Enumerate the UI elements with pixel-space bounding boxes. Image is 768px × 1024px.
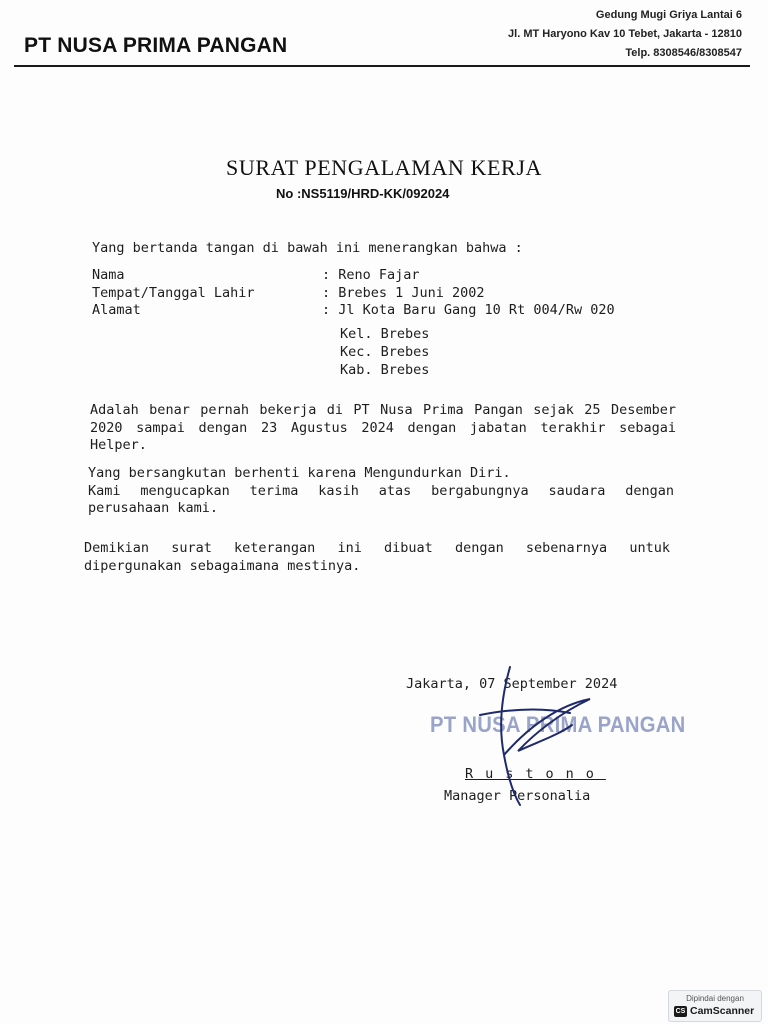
scanner-caption: Dipindai dengan <box>686 994 744 1003</box>
company-stamp: PT NUSA PRIMA PANGAN <box>430 712 686 737</box>
field-value: : Brebes 1 Juni 2002 <box>322 284 485 301</box>
field-label: Nama <box>92 267 125 283</box>
header-divider <box>14 65 750 67</box>
document-number: No :NS5119/HRD-KK/092024 <box>276 186 450 201</box>
field-label: Alamat <box>92 302 141 318</box>
thanks-line: Kami mengucapkan terima kasih atas bergabungnya saudara dengan perusahaan kami. <box>88 482 674 516</box>
field-value: : Reno Fajar <box>322 267 420 283</box>
letterhead-company-name: PT NUSA PRIMA PANGAN <box>24 34 288 57</box>
address-line-1: Gedung Mugi Griya Lantai 6 <box>595 9 742 21</box>
intro-sentence: Yang bertanda tangan di bawah ini menerangkan bahwa : <box>92 240 523 256</box>
signer-name: Rustono <box>465 766 606 782</box>
closing-paragraph: Demikian surat keterangan ini dibuat dengan sebenarnya untuk dipergunakan sebagaimana mestinya. <box>84 540 670 574</box>
place-date: Jakarta, 07 September 2024 <box>406 676 618 692</box>
address-line-2: Jl. MT Haryono Kav 10 Tebet, Jakarta - 12810 <box>508 28 742 40</box>
employment-paragraph: Adalah benar pernah bekerja di PT Nusa Prima Pangan sejak 25 Desember 2020 sampai dengan 23 Agustus 2024 dengan jabatan terakhir sebagai Helper. <box>90 402 676 453</box>
document-title: SURAT PENGALAMAN KERJA <box>226 155 542 180</box>
address-continuation <box>340 325 429 379</box>
field-label: Tempat/Tanggal Lahir <box>92 284 255 301</box>
address-kabupaten: Kab. Brebes <box>340 362 430 378</box>
camscanner-logo-icon: CS <box>675 1008 686 1015</box>
signer-position: Manager Personalia <box>444 788 591 804</box>
resignation-paragraph <box>88 465 674 518</box>
resignation-line: Yang bersangkutan berhenti karena Mengundurkan Diri. <box>88 465 511 481</box>
address-kelurahan: Kel. Brebes <box>340 326 430 342</box>
address-kecamatan: Kec. Brebes <box>340 344 430 360</box>
letterhead-address <box>508 6 742 63</box>
scanner-brand: CamScanner <box>690 1005 755 1017</box>
field-value: : Jl Kota Baru Gang 10 Rt 004/Rw 020 <box>322 302 615 318</box>
scanner-watermark-badge <box>668 990 762 1022</box>
phone-line: Telp. 8308546/8308547 <box>625 47 742 59</box>
